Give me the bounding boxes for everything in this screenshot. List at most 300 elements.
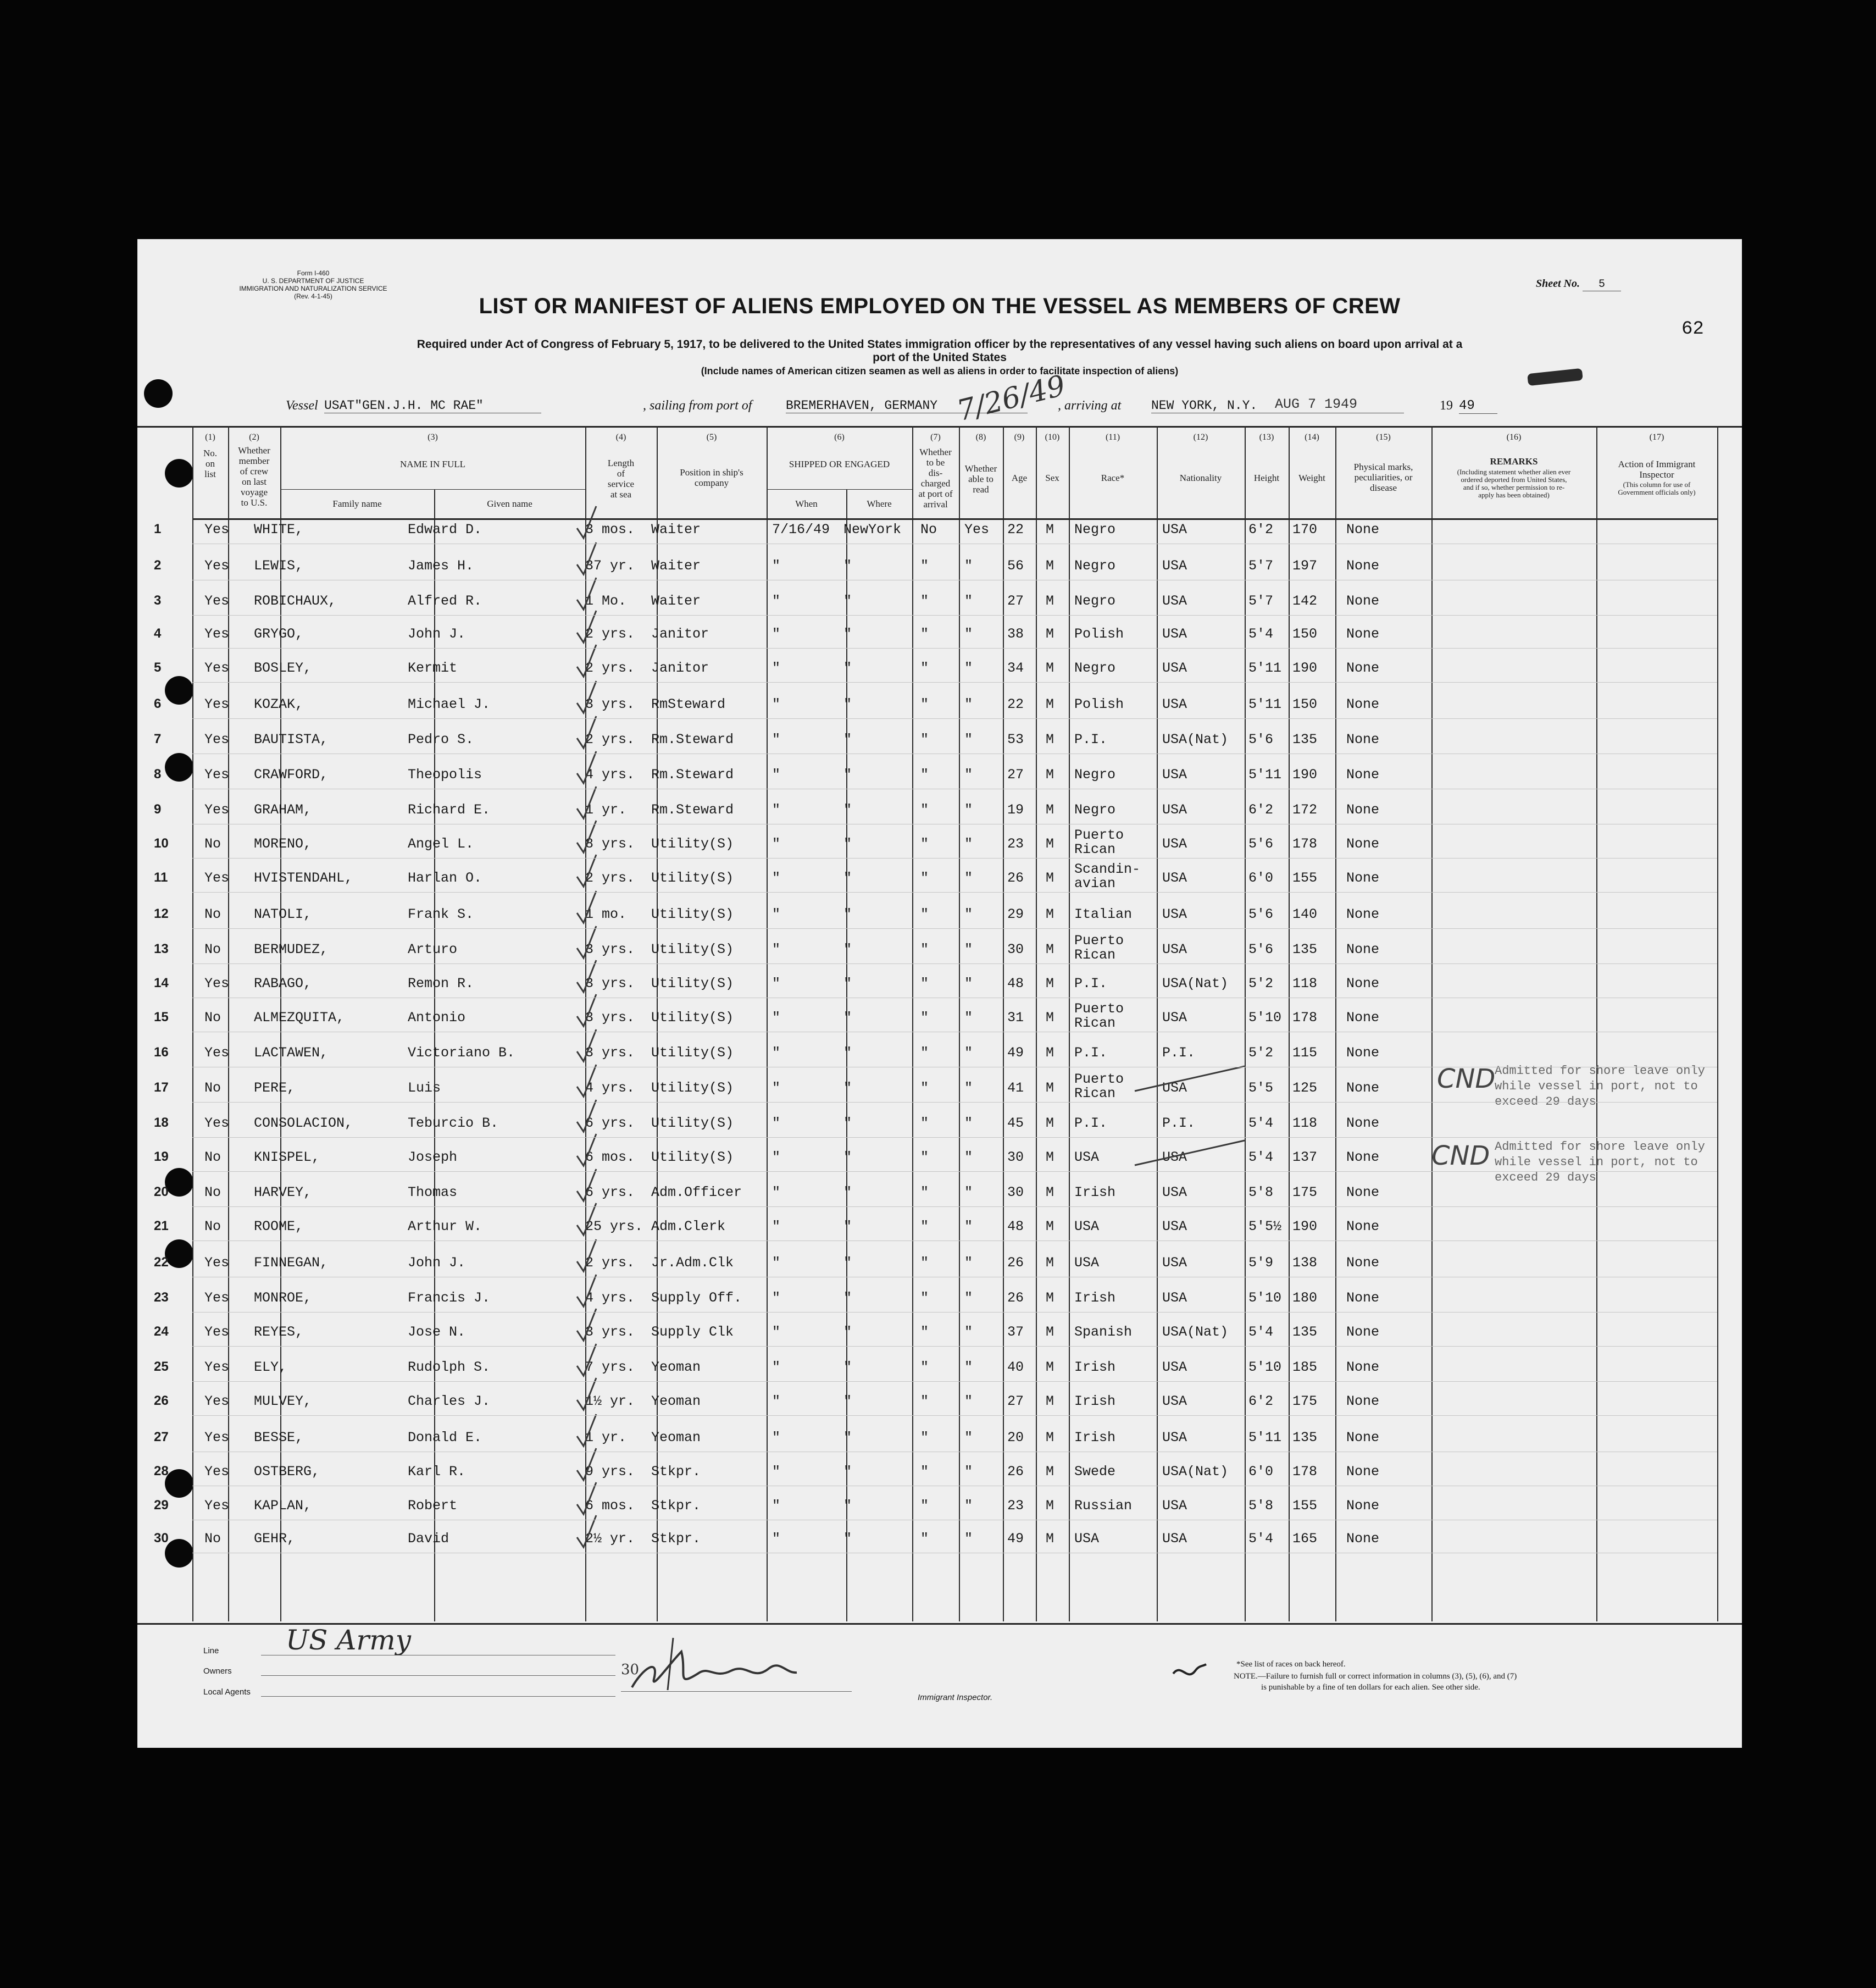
cell-crew: Yes: [204, 1045, 230, 1061]
cell-disch: ": [920, 942, 929, 957]
col-7-number: (7): [930, 433, 941, 442]
cell-age: 48: [1007, 1219, 1024, 1234]
cell-sex: M: [1046, 1080, 1054, 1096]
cell-service: 6 mos.: [585, 1498, 635, 1514]
cell-race: P.I.: [1074, 1045, 1108, 1061]
cell-position: Supply Clk: [651, 1324, 734, 1340]
cell-height: 5'5: [1248, 1080, 1274, 1096]
cell-marks: None: [1346, 1255, 1380, 1271]
cell-age: 31: [1007, 1010, 1024, 1026]
cell-age: 41: [1007, 1080, 1024, 1096]
cell-service: 1 yr.: [585, 802, 627, 818]
cell-service: 2½ yr.: [585, 1531, 635, 1547]
cell-weight: 142: [1292, 593, 1318, 609]
col-16-subheader: (Including statement whether alien ever ordered deported from United States, and if so, whether permission to re- apply has been obtained): [1457, 468, 1571, 499]
col-5-header: Position in ship's company: [680, 467, 743, 488]
cell-disch: ": [920, 906, 929, 922]
cell-no: 9: [154, 802, 162, 817]
cell-marks: None: [1346, 836, 1380, 852]
cell-read: ": [964, 1324, 973, 1340]
cell-family: MULVEY,: [254, 1393, 312, 1409]
cell-position: Stkpr.: [651, 1498, 701, 1514]
cell-read: ": [964, 1464, 973, 1480]
cell-when: ": [772, 1464, 781, 1480]
cell-where: ": [843, 1464, 852, 1480]
cell-sex: M: [1046, 1045, 1054, 1061]
col-10-header: Sex: [1045, 473, 1059, 483]
cell-sex: M: [1046, 1464, 1054, 1480]
cell-where: ": [843, 836, 852, 852]
stamp-date: AUG 7 1949: [1275, 396, 1358, 412]
cell-family: ROOME,: [254, 1219, 304, 1234]
cell-nat: USA: [1162, 1531, 1187, 1547]
sailing-label: , sailing from port of: [643, 398, 752, 413]
cell-age: 22: [1007, 696, 1024, 712]
cell-no: 20: [154, 1184, 169, 1199]
row-rule: [192, 858, 1717, 859]
sheet-label: Sheet No.: [1536, 278, 1580, 290]
cell-age: 48: [1007, 976, 1024, 992]
cell-given: Karl R.: [408, 1464, 466, 1480]
check-mark: [577, 681, 596, 713]
cell-position: Utility(S): [651, 836, 734, 852]
cell-height: 6'2: [1248, 1393, 1274, 1409]
cell-position: Rm.Steward: [651, 732, 734, 747]
cell-when: ": [772, 696, 781, 712]
cell-nat: USA(Nat): [1162, 732, 1229, 747]
col-6-number: (6): [834, 433, 845, 442]
agents-label: Local Agents: [203, 1687, 251, 1697]
cell-read: ": [964, 870, 973, 886]
cell-disch: ": [920, 1045, 929, 1061]
cell-marks: None: [1346, 1290, 1380, 1306]
cell-read: ": [964, 1393, 973, 1409]
cell-given: David: [408, 1531, 449, 1547]
cell-family: BERMUDEZ,: [254, 942, 329, 957]
cell-where: ": [843, 870, 852, 886]
cell-where: ": [843, 1010, 852, 1026]
cell-where: ": [843, 1080, 852, 1096]
cell-service: 1 Mo.: [585, 593, 627, 609]
cell-no: 7: [154, 732, 162, 746]
cell-when: ": [772, 558, 781, 574]
cell-weight: 135: [1292, 1430, 1318, 1446]
year-prefix: 19: [1440, 398, 1453, 413]
cell-read: ": [964, 767, 973, 783]
cell-position: Utility(S): [651, 1149, 734, 1165]
cell-where: ": [843, 1359, 852, 1375]
cell-position: Waiter: [651, 558, 701, 574]
cell-no: 29: [154, 1498, 169, 1513]
cell-position: Yeoman: [651, 1393, 701, 1409]
cell-crew: No: [204, 1010, 221, 1026]
cell-sex: M: [1046, 732, 1054, 747]
cell-where: ": [843, 976, 852, 992]
cell-race: Puerto Rican: [1074, 1001, 1124, 1031]
cell-sex: M: [1046, 906, 1054, 922]
cell-read: ": [964, 1045, 973, 1061]
cell-weight: 155: [1292, 870, 1318, 886]
note-line-1: NOTE.—Failure to furnish full or correct information in columns (3), (5), (6), and (7): [1234, 1672, 1517, 1681]
row-rule: [192, 1415, 1717, 1416]
cell-age: 49: [1007, 1531, 1024, 1547]
check-mark: [577, 1482, 596, 1514]
cell-marks: None: [1346, 660, 1380, 676]
cell-when: ": [772, 1430, 781, 1446]
cell-sex: M: [1046, 1359, 1054, 1375]
cell-family: HVISTENDAHL,: [254, 870, 353, 886]
cell-nat: USA: [1162, 558, 1187, 574]
col-17-header: Action of Immigrant Inspector: [1618, 459, 1696, 480]
cell-nat: USA: [1162, 660, 1187, 676]
cell-service: 2 yrs.: [585, 732, 635, 747]
cell-family: GRAHAM,: [254, 802, 312, 818]
cell-where: ": [843, 696, 852, 712]
col-9-number: (9): [1014, 433, 1025, 442]
cell-no: 13: [154, 942, 169, 956]
remark-16-mark: CND: [1437, 1064, 1496, 1094]
cell-weight: 135: [1292, 732, 1318, 747]
cell-when: ": [772, 1184, 781, 1200]
cell-read: ": [964, 1219, 973, 1234]
vessel-label: Vessel: [286, 398, 318, 413]
cell-when: ": [772, 1498, 781, 1514]
cell-crew: No: [204, 1531, 221, 1547]
line-label: Line: [203, 1646, 219, 1655]
cell-sex: M: [1046, 522, 1054, 538]
inspector-signature: [621, 1635, 808, 1696]
cell-age: 27: [1007, 767, 1024, 783]
cell-disch: ": [920, 593, 929, 609]
cell-race: Puerto Rican: [1074, 827, 1124, 857]
cell-height: 5'7: [1248, 593, 1274, 609]
cell-age: 26: [1007, 870, 1024, 886]
cell-nat: USA: [1162, 1255, 1187, 1271]
cell-height: 5'4: [1248, 626, 1274, 642]
col-14-number: (14): [1305, 433, 1319, 442]
cell-crew: No: [204, 1149, 221, 1165]
form-title: LIST OR MANIFEST OF ALIENS EMPLOYED ON THE VESSEL AS MEMBERS OF CREW: [479, 294, 1401, 318]
cell-read: ": [964, 660, 973, 676]
cell-nat: USA: [1162, 1149, 1187, 1165]
cell-when: ": [772, 1324, 781, 1340]
cell-position: Rm.Steward: [651, 767, 734, 783]
col-15-header: Physical marks, peculiarities, or disease: [1353, 462, 1413, 493]
cell-age: 38: [1007, 626, 1024, 642]
cell-crew: Yes: [204, 1498, 230, 1514]
cell-where: ": [843, 1184, 852, 1200]
cell-service: 9 yrs.: [585, 1464, 635, 1480]
row-rule: [192, 1381, 1717, 1382]
col-3-header: NAME IN FULL: [400, 459, 465, 469]
cell-disch: ": [920, 1531, 929, 1547]
check-mark: [577, 716, 596, 748]
cell-marks: None: [1346, 1045, 1380, 1061]
cell-nat: USA: [1162, 1430, 1187, 1446]
cell-where: ": [843, 906, 852, 922]
cell-when: ": [772, 767, 781, 783]
cell-position: Supply Off.: [651, 1290, 742, 1306]
cell-no: 15: [154, 1010, 169, 1025]
cell-given: Arturo: [408, 942, 458, 957]
cell-read: ": [964, 1010, 973, 1026]
cell-race: Negro: [1074, 522, 1116, 538]
cell-nat: USA: [1162, 870, 1187, 886]
cell-marks: None: [1346, 802, 1380, 818]
cell-weight: 118: [1292, 1115, 1318, 1131]
cell-marks: None: [1346, 1010, 1380, 1026]
cell-read: ": [964, 1115, 973, 1131]
owners-value: 30: [621, 1662, 640, 1678]
cell-sex: M: [1046, 1115, 1054, 1131]
cell-weight: 137: [1292, 1149, 1318, 1165]
cell-no: 14: [154, 976, 169, 990]
cell-given: Teburcio B.: [408, 1115, 499, 1131]
check-mark: [577, 891, 596, 923]
cell-race: Spanish: [1074, 1324, 1133, 1340]
form-revision: (Rev. 4-1-45): [294, 292, 332, 300]
cell-race: Negro: [1074, 593, 1116, 609]
cell-where: ": [843, 1430, 852, 1446]
owners-label: Owners: [203, 1666, 232, 1676]
inspector-label: Immigrant Inspector.: [918, 1693, 993, 1702]
cell-crew: Yes: [204, 593, 230, 609]
cell-age: 34: [1007, 660, 1024, 676]
check-mark: [577, 645, 596, 677]
cell-disch: ": [920, 558, 929, 574]
cell-when: ": [772, 1531, 781, 1547]
cell-no: 22: [154, 1255, 169, 1270]
cell-service: 25 yrs.: [585, 1219, 643, 1234]
cell-service: 3 yrs.: [585, 1045, 635, 1061]
note-line-2: is punishable by a fine of ten dollars for each alien. See other side.: [1261, 1683, 1480, 1692]
footer: [137, 1624, 1742, 1740]
cell-when: 7/16/49: [772, 522, 830, 538]
cell-read: Yes: [964, 522, 990, 538]
check-mark: [577, 1134, 596, 1166]
cell-race: Swede: [1074, 1464, 1116, 1480]
col-12-header: Nationality: [1179, 473, 1222, 483]
cell-nat: USA(Nat): [1162, 1324, 1229, 1340]
cell-disch: ": [920, 732, 929, 747]
cell-where: ": [843, 1531, 852, 1547]
cell-when: ": [772, 1149, 781, 1165]
cell-race: Puerto Rican: [1074, 933, 1124, 963]
cell-disch: ": [920, 1324, 929, 1340]
col-14-header: Weight: [1298, 473, 1325, 483]
cell-age: 26: [1007, 1290, 1024, 1306]
cell-sex: M: [1046, 1184, 1054, 1200]
cell-family: CONSOLACION,: [254, 1115, 353, 1131]
col-7-header: Whether to be dis- charged at port of arrival: [918, 447, 953, 510]
cell-height: 5'4: [1248, 1149, 1274, 1165]
row-rule: [192, 718, 1717, 719]
cell-height: 5'2: [1248, 976, 1274, 992]
cell-race: P.I.: [1074, 1115, 1108, 1131]
cell-disch: ": [920, 976, 929, 992]
col-1-header: No. on list: [203, 448, 218, 479]
cell-position: RmSteward: [651, 696, 726, 712]
year-suffix: 49: [1459, 398, 1497, 414]
cell-given: Antonio: [408, 1010, 466, 1026]
cell-no: 11: [154, 870, 168, 885]
cell-given: Joseph: [408, 1149, 458, 1165]
cell-crew: Yes: [204, 1359, 230, 1375]
col-8-header: Whether able to read: [964, 463, 997, 495]
cell-sex: M: [1046, 767, 1054, 783]
cell-race: Negro: [1074, 660, 1116, 676]
cell-height: 5'4: [1248, 1531, 1274, 1547]
col-2-number: (2): [249, 433, 259, 442]
col-3-number: (3): [428, 433, 438, 442]
cell-age: 30: [1007, 942, 1024, 957]
cell-position: Janitor: [651, 660, 709, 676]
cell-position: Utility(S): [651, 906, 734, 922]
cell-no: 16: [154, 1045, 169, 1060]
cell-age: 29: [1007, 906, 1024, 922]
cell-race: Puerto Rican: [1074, 1071, 1124, 1101]
cell-where: ": [843, 767, 852, 783]
check-mark: [577, 994, 596, 1026]
cell-no: 6: [154, 696, 162, 711]
cell-crew: Yes: [204, 626, 230, 642]
cell-nat: USA: [1162, 522, 1187, 538]
cell-height: 5'10: [1248, 1010, 1282, 1026]
cell-crew: Yes: [204, 1324, 230, 1340]
cell-weight: 178: [1292, 836, 1318, 852]
cell-marks: None: [1346, 696, 1380, 712]
cell-sex: M: [1046, 660, 1054, 676]
cell-when: ": [772, 1255, 781, 1271]
handwritten-date: 7/26/49: [953, 369, 1069, 428]
cell-read: ": [964, 1080, 973, 1096]
cell-read: ": [964, 558, 973, 574]
cell-age: 30: [1007, 1184, 1024, 1200]
cell-height: 6'2: [1248, 522, 1274, 538]
cell-age: 26: [1007, 1464, 1024, 1480]
cell-marks: None: [1346, 1184, 1380, 1200]
signature-underline: [621, 1691, 852, 1692]
cell-where: ": [843, 1115, 852, 1131]
cell-disch: ": [920, 1010, 929, 1026]
cell-position: Waiter: [651, 522, 701, 538]
cell-family: GRYGO,: [254, 626, 304, 642]
cell-read: ": [964, 732, 973, 747]
cell-position: Utility(S): [651, 1080, 734, 1096]
cell-weight: 190: [1292, 767, 1318, 783]
cell-weight: 185: [1292, 1359, 1318, 1375]
cell-when: ": [772, 870, 781, 886]
col-15-number: (15): [1376, 433, 1391, 442]
cell-service: 7 yrs.: [585, 1359, 635, 1375]
cell-disch: ": [920, 870, 929, 886]
slash-mark: [1135, 1066, 1245, 1091]
cell-where: ": [843, 1255, 852, 1271]
cell-race: Polish: [1074, 626, 1124, 642]
cell-family: LACTAWEN,: [254, 1045, 329, 1061]
cell-crew: Yes: [204, 732, 230, 747]
check-mark: [577, 1029, 596, 1061]
cell-read: ": [964, 942, 973, 957]
col-2-header: Whether member of crew on last voyage to U.S.: [238, 445, 270, 508]
cell-height: 6'0: [1248, 1464, 1274, 1480]
cell-disch: ": [920, 767, 929, 783]
cell-given: John J.: [408, 626, 466, 642]
cell-age: 27: [1007, 1393, 1024, 1409]
cell-family: BESSE,: [254, 1430, 304, 1446]
row-rule: [192, 963, 1717, 964]
cell-disch: ": [920, 1080, 929, 1096]
cell-marks: None: [1346, 906, 1380, 922]
cell-height: 5'8: [1248, 1184, 1274, 1200]
cell-no: 18: [154, 1115, 169, 1130]
cell-marks: None: [1346, 1393, 1380, 1409]
cell-given: Pedro S.: [408, 732, 474, 747]
subtitle-line-3: (Include names of American citizen seamen as well as aliens in order to facilitate inspection of aliens): [701, 366, 1179, 376]
cell-service: 37 yr.: [585, 558, 635, 574]
cell-weight: 175: [1292, 1393, 1318, 1409]
cell-read: ": [964, 1149, 973, 1165]
cell-height: 5'4: [1248, 1115, 1274, 1131]
cell-marks: None: [1346, 1359, 1380, 1375]
cell-given: Rudolph S.: [408, 1359, 491, 1375]
cell-marks: None: [1346, 1464, 1380, 1480]
cell-weight: 155: [1292, 1498, 1318, 1514]
cell-position: Waiter: [651, 593, 701, 609]
cell-read: ": [964, 802, 973, 818]
vessel-name: USAT"GEN.J.H. MC RAE": [324, 398, 541, 413]
cell-weight: 165: [1292, 1531, 1318, 1547]
cell-nat: USA: [1162, 1184, 1187, 1200]
cell-no: 27: [154, 1430, 169, 1444]
cell-crew: No: [204, 1184, 221, 1200]
row-rule: [192, 1171, 1717, 1172]
cell-position: Yeoman: [651, 1430, 701, 1446]
cell-height: 5'6: [1248, 906, 1274, 922]
cell-height: 5'4: [1248, 1324, 1274, 1340]
cell-family: KAPLAN,: [254, 1498, 312, 1514]
cell-position: Utility(S): [651, 942, 734, 957]
cell-height: 5'11: [1248, 767, 1282, 783]
cell-height: 5'10: [1248, 1359, 1282, 1375]
cell-weight: 178: [1292, 1464, 1318, 1480]
cell-service: 6 yrs.: [585, 1184, 635, 1200]
cell-crew: Yes: [204, 558, 230, 574]
col-3b-header: Given name: [487, 499, 532, 509]
cell-when: ": [772, 593, 781, 609]
cell-age: 27: [1007, 593, 1024, 609]
cell-family: NATOLI,: [254, 906, 312, 922]
col-17-subheader: (This column for use of Government officials only): [1618, 480, 1696, 496]
cell-when: ": [772, 732, 781, 747]
cell-race: Scandin- avian: [1074, 861, 1141, 891]
cell-family: MORENO,: [254, 836, 312, 852]
cell-crew: Yes: [204, 696, 230, 712]
check-mark: [577, 1239, 596, 1271]
cell-weight: 118: [1292, 976, 1318, 992]
cell-no: 10: [154, 836, 169, 851]
cell-service: 4 yrs.: [585, 1080, 635, 1096]
cell-marks: None: [1346, 732, 1380, 747]
cell-disch: ": [920, 1290, 929, 1306]
cell-marks: None: [1346, 593, 1380, 609]
cell-crew: Yes: [204, 1255, 230, 1271]
cell-height: 5'6: [1248, 836, 1274, 852]
cell-marks: None: [1346, 1149, 1380, 1165]
cell-sex: M: [1046, 1531, 1054, 1547]
col-16-header: REMARKS: [1490, 456, 1538, 467]
cell-weight: 140: [1292, 906, 1318, 922]
